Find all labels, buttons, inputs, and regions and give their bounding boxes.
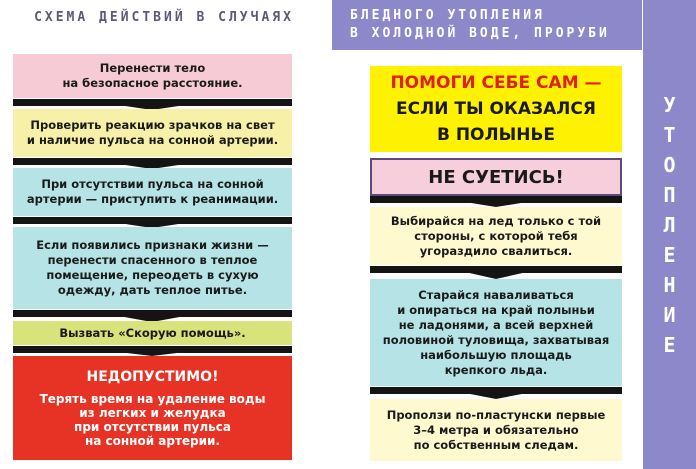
right-step-1-text: Выбирайся на лед только с той стороны, с которой тебя угораздило свалиться. <box>390 213 602 258</box>
header-line-1: БЛЕДНОГО УТОПЛЕНИЯ <box>350 8 545 23</box>
calm-banner <box>370 158 622 196</box>
right-step-2 <box>370 279 622 386</box>
warning-box <box>13 356 292 460</box>
right-step-2-text: Старайся наваливаться и опираться на край полыньи не ладонями, а всей верхней половиной туловища, захватывая наибольшую площадь крепкого льда. <box>382 287 610 377</box>
headline-line-2: ЕСЛИ ТЫ ОКАЗАЛСЯ В ПОЛЫНЬЕ <box>396 99 596 145</box>
left-step-1 <box>13 54 292 98</box>
arrow-down-icon <box>465 272 527 279</box>
left-step-3-text: При отсутствии пульса на сонной артерии — приступить к реанимации. <box>26 177 279 206</box>
self-help-headline <box>370 66 622 152</box>
left-step-1-text: Перенести тело на безопасное расстояние. <box>62 61 243 90</box>
header-line-2: В ХОЛОДНОЙ ВОДЕ, ПРОРУБИ <box>350 26 610 41</box>
left-step-3 <box>13 168 292 216</box>
header-title-left: СХЕМА ДЕЙСТВИЙ В СЛУЧАЯХ <box>0 0 328 34</box>
right-step-3-text: Проползи по-пластунски первые 3–4 метра и обязательно по собственным следам. <box>386 407 606 452</box>
warning-text: Терять время на удаление воды из легких и желудка при отсутствии пульса на сонной артерии. <box>39 392 266 448</box>
side-label: УТОПЛЕНИЕ <box>657 93 682 363</box>
headline-line-1: ПОМОГИ СЕБЕ САМ — <box>390 73 602 93</box>
left-step-2 <box>13 109 292 157</box>
header-title-right <box>332 0 642 50</box>
left-step-4-text: Если появились признаки жизни — перенести спасенного в теплое помещение, переодеть в сухую одежду, дать теплое питье. <box>36 238 269 297</box>
left-step-5 <box>13 321 292 345</box>
right-step-3 <box>370 399 622 461</box>
left-step-2-text: Проверить реакцию зрачков на свет и наличие пульса на сонной артерии. <box>26 118 279 147</box>
left-step-4 <box>13 227 292 309</box>
right-step-1 <box>370 207 622 265</box>
calm-text: НЕ СУЕТИСЬ! <box>428 166 564 188</box>
warning-title: НЕДОПУСТИМО! <box>86 369 219 385</box>
left-step-5-text: Вызвать «Скорую помощь». <box>59 325 246 340</box>
